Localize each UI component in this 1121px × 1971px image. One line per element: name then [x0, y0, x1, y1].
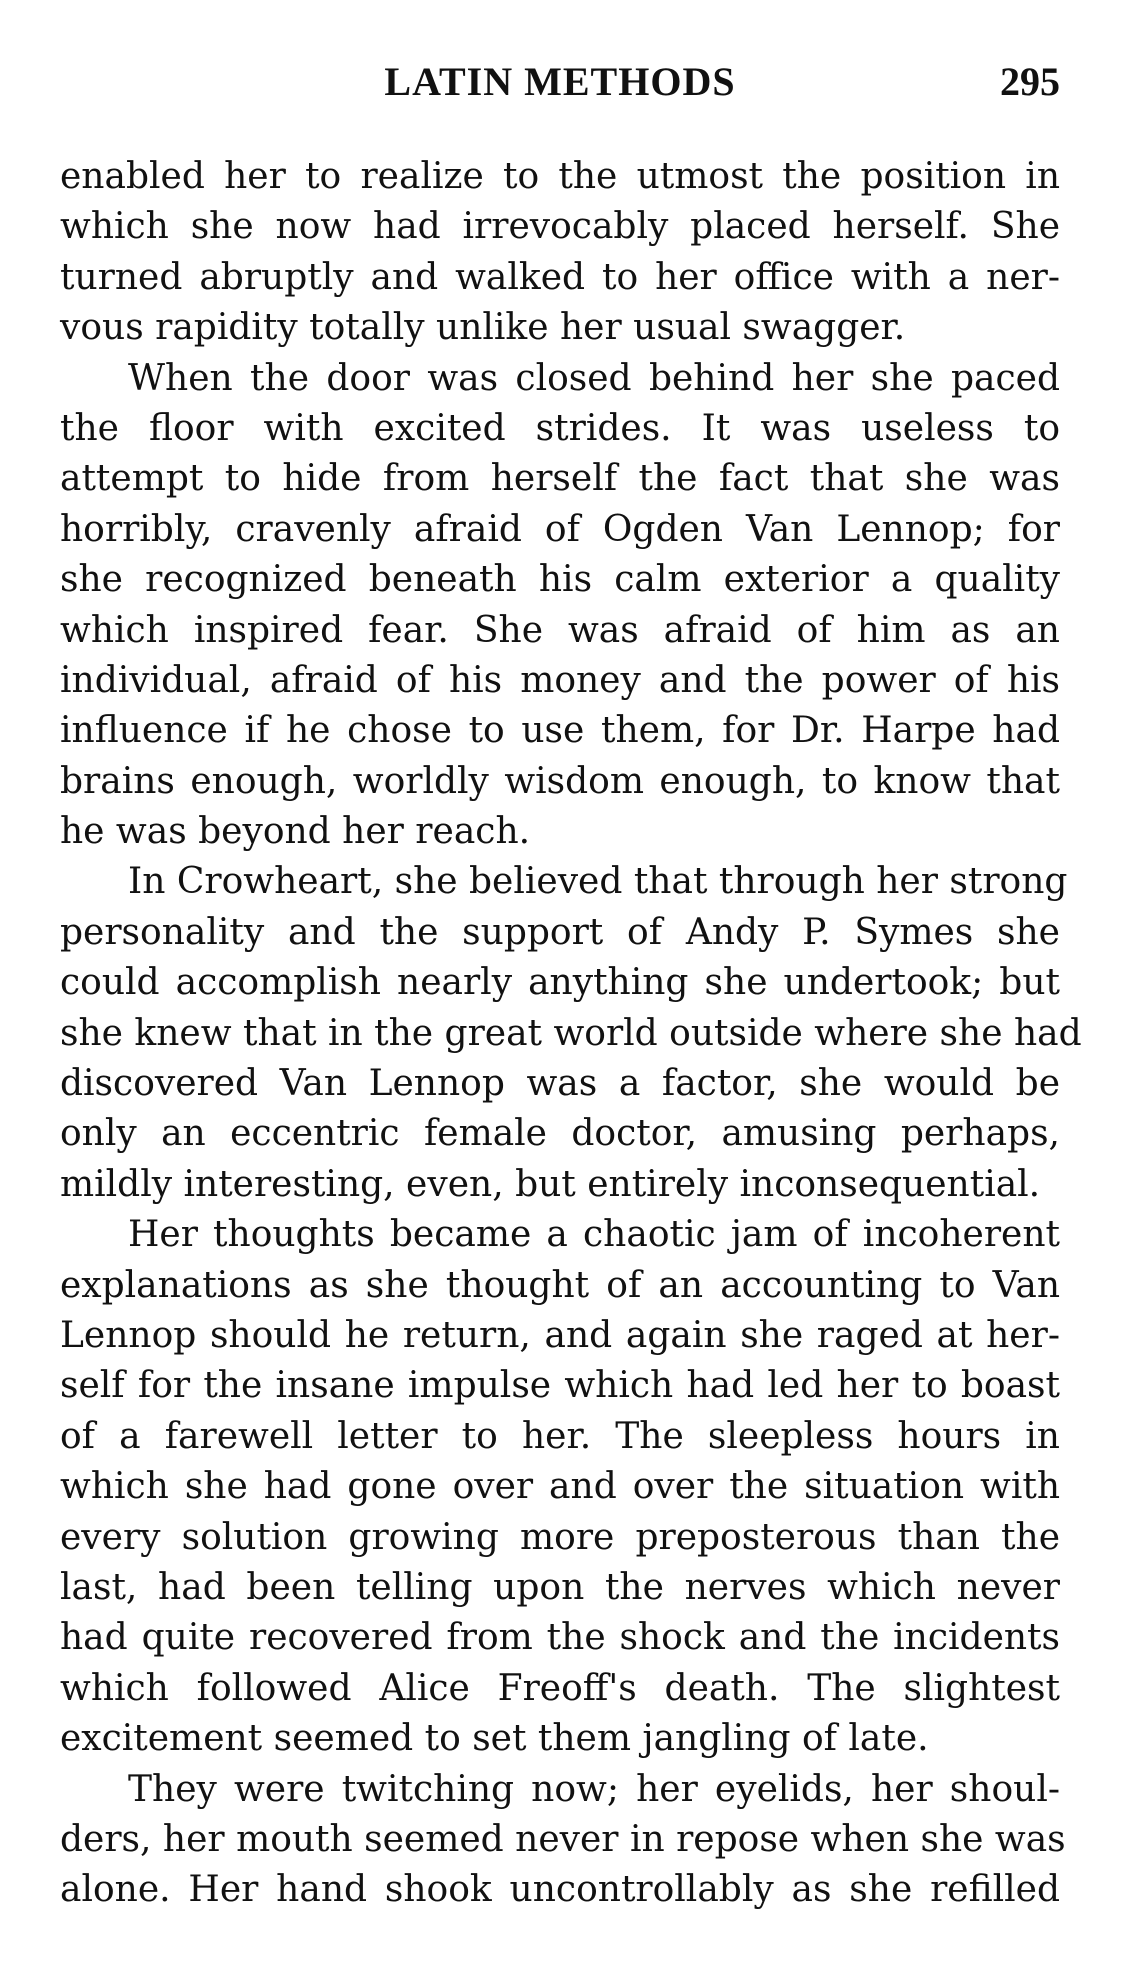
- text-line: self for the insane impulse which had led her to boast: [60, 1365, 1060, 1407]
- text-line: explanations as she thought of an accounting to Van: [60, 1264, 1060, 1306]
- text-line: alone. Her hand shook uncontrollably as she refilled: [60, 1869, 1060, 1911]
- text-line: horribly, cravenly afraid of Ogden Van Lennop; for: [60, 508, 1060, 550]
- text-line: which she had gone over and over the situation with: [60, 1466, 1060, 1508]
- text-line: individual, afraid of his money and the power of his: [60, 659, 1060, 701]
- page-number: 295: [1000, 59, 1060, 104]
- text-line: Her thoughts became a chaotic jam of incoherent: [128, 1214, 1060, 1256]
- text-line: discovered Van Lennop was a factor, she would be: [60, 1063, 1060, 1105]
- text-line: vous rapidity totally unlike her usual swagger.: [60, 307, 906, 349]
- text-line: which followed Alice Freoff's death. The slightest: [60, 1667, 1060, 1709]
- text-line: every solution growing more preposterous than the: [60, 1516, 1060, 1558]
- text-line: he was beyond her reach.: [60, 811, 531, 853]
- text-line: excitement seemed to set them jangling of late.: [60, 1718, 929, 1760]
- text-line: of a farewell letter to her. The sleepless hours in: [60, 1415, 1060, 1457]
- text-line: the floor with excited strides. It was useless to: [60, 407, 1060, 449]
- running-head: [60, 58, 1060, 108]
- text-line: When the door was closed behind her she paced: [128, 357, 1060, 399]
- text-line: which inspired fear. She was afraid of him as an: [60, 609, 1060, 651]
- text-line: attempt to hide from herself the fact that she was: [60, 458, 1060, 500]
- text-line: only an eccentric female doctor, amusing perhaps,: [60, 1113, 1060, 1155]
- text-line: enabled her to realize to the utmost the position in: [60, 156, 1060, 197]
- text-line: They were twitching now; her eyelids, her shoul-: [128, 1768, 1060, 1810]
- text-line: Lennop should he return, and again she raged at her-: [60, 1314, 1060, 1356]
- text-line: could accomplish nearly anything she undertook; but: [60, 962, 1060, 1004]
- text-line: she knew that in the great world outside where she had: [60, 1012, 1082, 1054]
- text-line: ders, her mouth seemed never in repose when she was: [60, 1818, 1066, 1860]
- text-line: which she now had irrevocably placed herself. She: [60, 206, 1060, 248]
- body-text: [60, 152, 1082, 1916]
- text-line: influence if he chose to use them, for Dr. Harpe had: [60, 710, 1060, 752]
- text-line: In Crowheart, she believed that through her strong: [128, 861, 1068, 903]
- text-line: brains enough, worldly wisdom enough, to know that: [60, 760, 1060, 802]
- text-line: had quite recovered from the shock and the incidents: [60, 1617, 1060, 1659]
- text-line: personality and the support of Andy P. Symes she: [60, 911, 1060, 953]
- text-line: turned abruptly and walked to her office with a ner-: [60, 256, 1060, 298]
- text-line: she recognized beneath his calm exterior a quality: [60, 559, 1060, 601]
- text-line: last, had been telling upon the nerves which never: [60, 1566, 1060, 1608]
- running-title: LATIN METHODS: [384, 59, 736, 104]
- text-line: mildly interesting, even, but entirely inconsequential.: [60, 1163, 1041, 1205]
